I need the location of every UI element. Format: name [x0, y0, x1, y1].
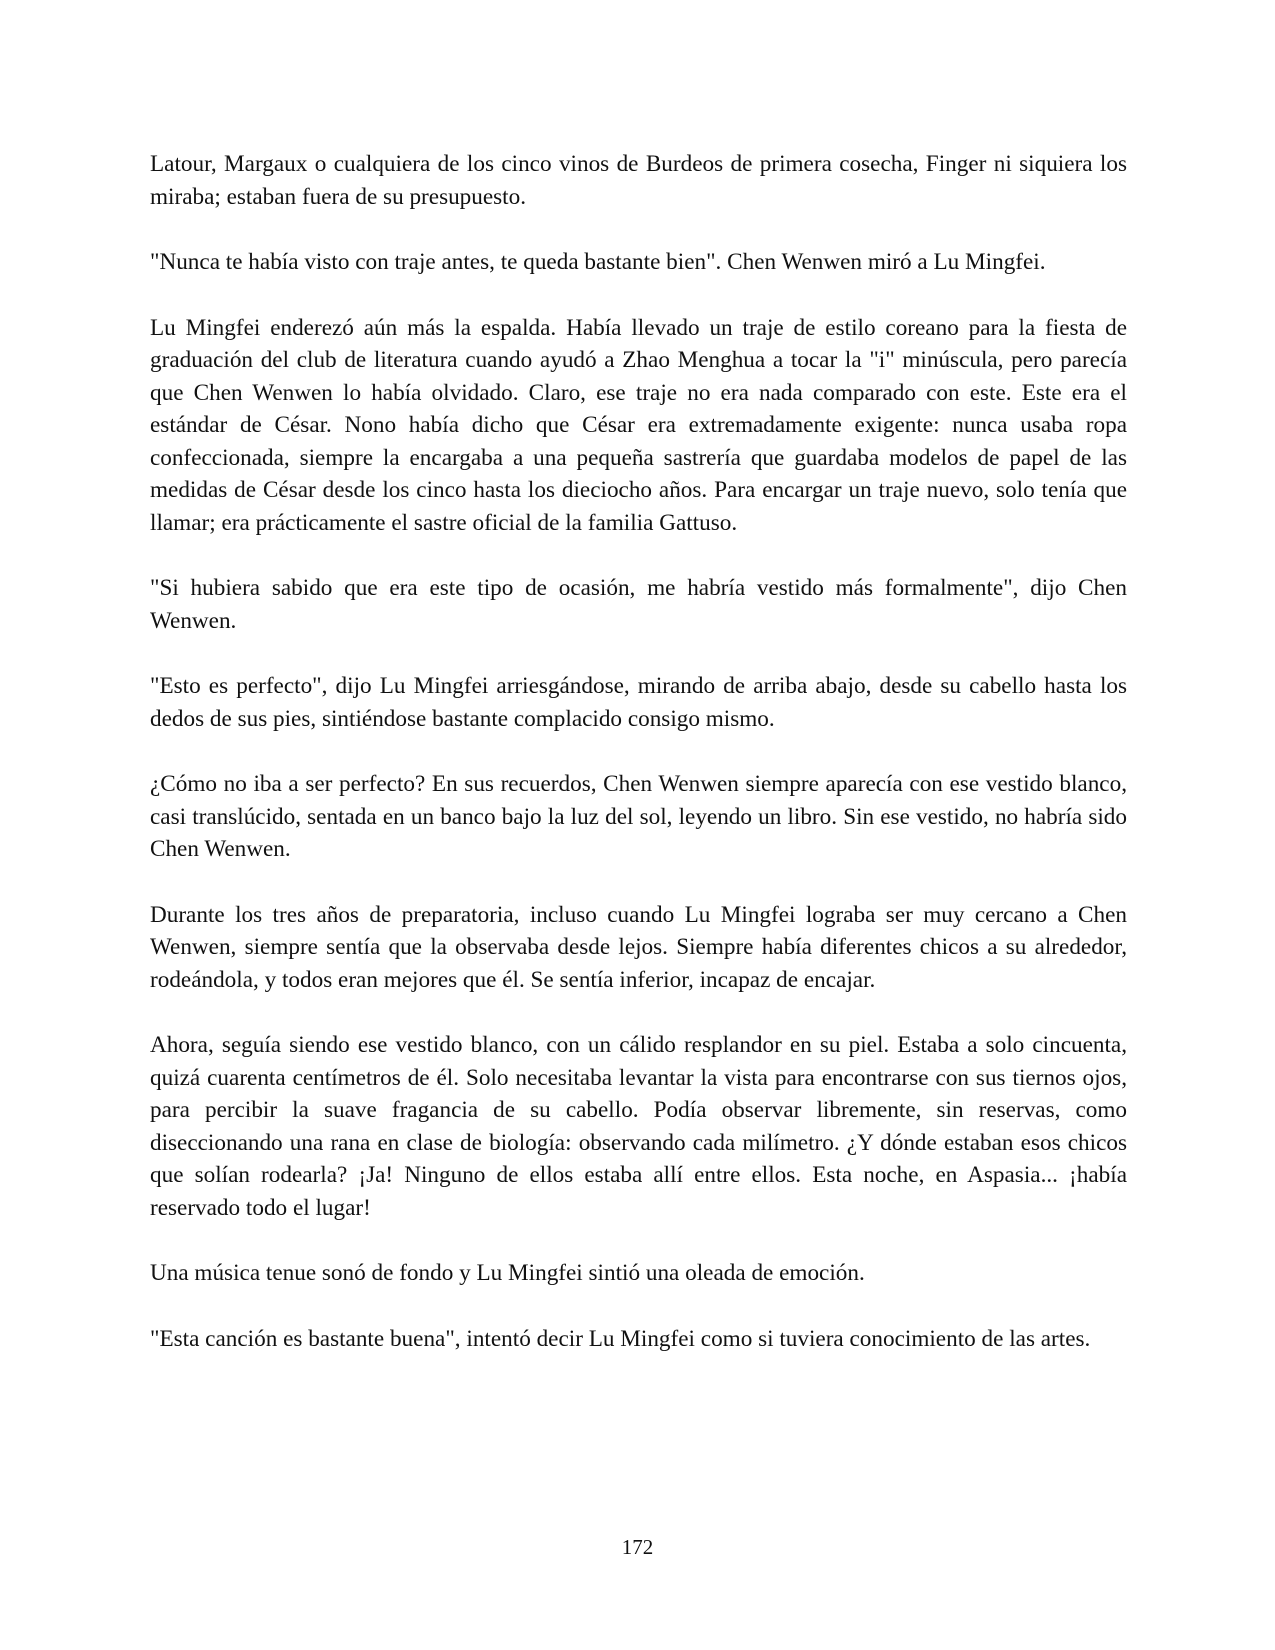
- paragraph: Latour, Margaux o cualquiera de los cinco vinos de Burdeos de primera cosecha, Finger ni siquiera los miraba; estaban fuera de su presupuesto.: [150, 151, 1127, 210]
- paragraph: "Si hubiera sabido que era este tipo de ocasión, me habría vestido más formalmente", dijo Chen Wenwen.: [150, 575, 1127, 634]
- paragraph: Durante los tres años de preparatoria, incluso cuando Lu Mingfei lograba ser muy cercano a Chen Wenwen, siempre sentía que la observaba desde lejos. Siempre había diferentes chicos a su alrededor, rodeándola, y todos eran mejores que él. Se sentía inferior, incapaz de encajar.: [150, 901, 1127, 993]
- page-number: 172: [621, 1535, 654, 1559]
- paragraph: Una música tenue sonó de fondo y Lu Mingfei sintió una oleada de emoción.: [150, 1260, 865, 1286]
- paragraph: ¿Cómo no iba a ser perfecto? En sus recuerdos, Chen Wenwen siempre aparecía con ese vestido blanco, casi translúcido, sentada en un banco bajo la luz del sol, leyendo un libro. Sin ese vestido, no habría sido Chen Wenwen.: [150, 771, 1127, 862]
- paragraph: "Esta canción es bastante buena", intentó decir Lu Mingfei como si tuviera conocimiento de las artes.: [150, 1325, 1091, 1352]
- paragraph: "Nunca te había visto con traje antes, te queda bastante bien". Chen Wenwen miró a Lu Mingfei.: [150, 249, 1046, 275]
- paragraph: "Esto es perfecto", dijo Lu Mingfei arriesgándose, mirando de arriba abajo, desde su cabello hasta los dedos de sus pies, sintiéndose bastante complacido consigo mismo.: [150, 673, 1127, 732]
- page-body: [150, 148, 1127, 1388]
- paragraph: Lu Mingfei enderezó aún más la espalda. Había llevado un traje de estilo coreano para la fiesta de graduación del club de literatura cuando ayudó a Zhao Menghua a tocar la "i" minúscula, pero parecía que Chen Wenwen lo había olvidado. Claro, ese traje no era nada comparado con este. Este era el estándar de César. Nono había dicho que César era extremadamente exigente: nunca usaba ropa confeccionada, siempre la encargaba a una pequeña sastrería que guardaba modelos de papel de las medidas de César desde los cinco hasta los dieciocho años. Para encargar un traje nuevo, solo tenía que llamar; era prácticamente el sastre oficial de la familia Gattuso.: [150, 314, 1127, 536]
- paragraph: Ahora, seguía siendo ese vestido blanco, con un cálido resplandor en su piel. Estaba a solo cincuenta, quizá cuarenta centímetros de él. Solo necesitaba levantar la vista para encontrarse con sus tiernos ojos, para percibir la suave fragancia de su cabello. Podía observar libremente, sin reservas, como diseccionando una rana en clase de biología: observando cada milímetro. ¿Y dónde estaban esos chicos que solían rodearla? ¡Ja! Ninguno de ellos estaba allí entre ellos. Esta noche, en Aspasia... ¡había reservado todo el lugar!: [150, 1032, 1127, 1221]
